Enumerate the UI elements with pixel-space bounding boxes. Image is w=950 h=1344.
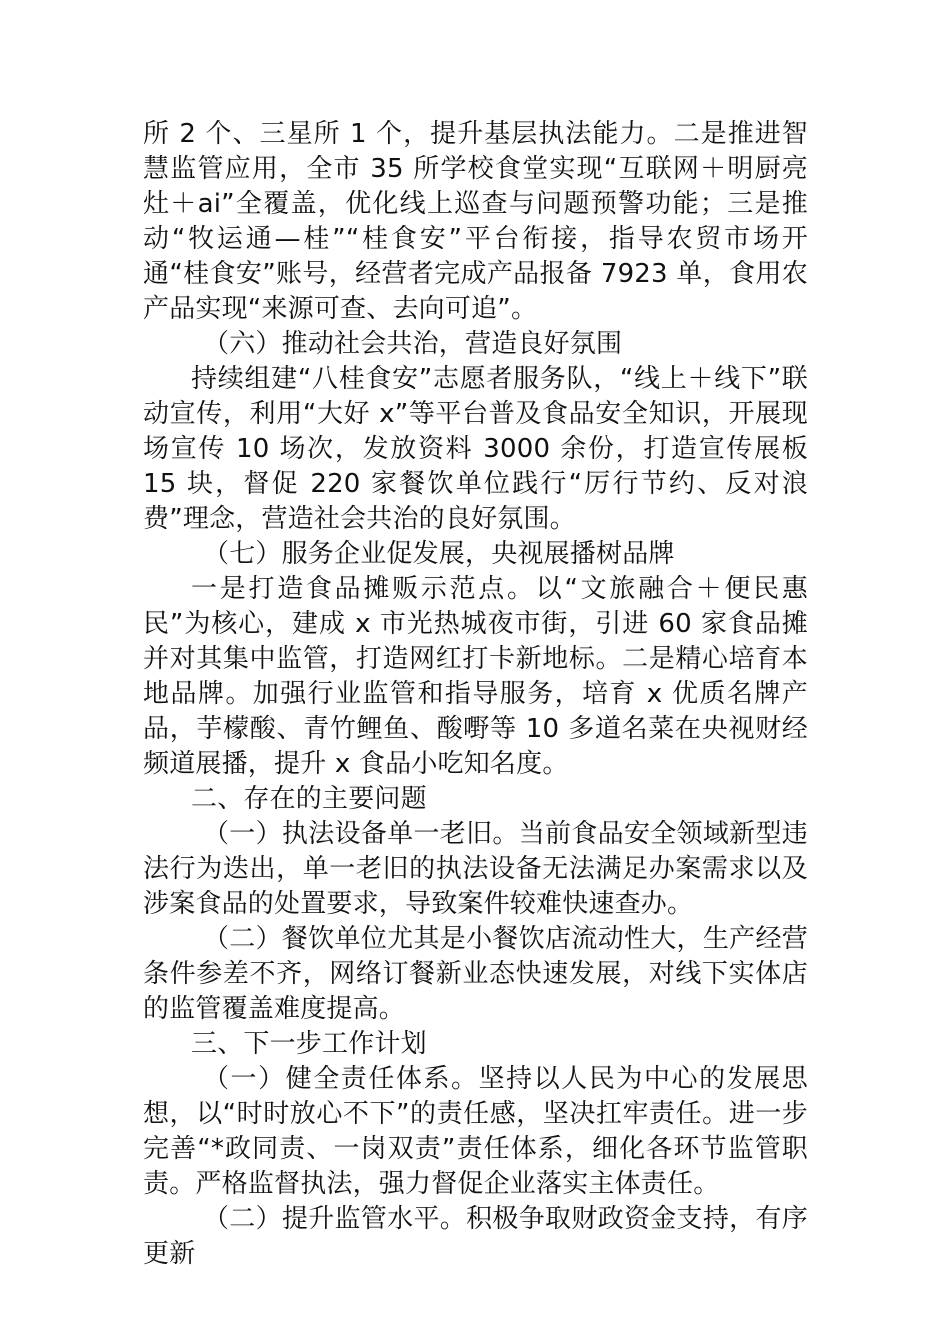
subheading-seven: （七）服务企业促发展，央视展播树品牌: [203, 539, 675, 569]
paragraph-plan-one: （一）健全责任体系。坚持以人民为中心的发展思想，以“时时放心不下”的责任感，坚决扛牢责任。进一步完善“*政同责、一岗双责”责任体系，细化各环节监管职责。严格监督执法，强力督促企业落实主体责任。: [143, 1064, 808, 1199]
section-heading-problems: 二、存在的主要问题: [191, 784, 427, 814]
subheading-six: （六）推动社会共治，营造良好氛围: [203, 329, 623, 359]
section-heading-next-steps: 三、下一步工作计划: [191, 1029, 427, 1059]
paragraph-problem-two: （二）餐饮单位尤其是小餐饮店流动性大，生产经营条件参差不齐，网络订餐新业态快速发展，对线下实体店的监管覆盖难度提高。: [143, 924, 808, 1024]
paragraph-continued-body: 所 2 个、三星所 1 个，提升基层执法能力。二是推进智慧监管应用，全市 35 所学校食堂实现“互联网＋明厨亮灶＋ai”全覆盖，优化线上巡查与问题预警功能；三是推动“牧运通—桂”“桂食安”平台衔接，指导农贸市场开通“桂食安”账号，经营者完成产品报备 7923 单，食用农产品实现“来源可查、去向可追”。: [143, 119, 808, 324]
paragraph-social-governance: 持续组建“八桂食安”志愿者服务队，“线上＋线下”联动宣传，利用“大好 x”等平台普及食品安全知识，开展现场宣传 10 场次，发放资料 3000 余份，打造宣传展板 15 块，督促 220 家餐饮单位践行“厉行节约、反对浪费”理念，营造社会共治的良好氛围。: [143, 364, 808, 534]
document-body: [143, 117, 808, 1272]
paragraph-enterprise-service: 一是打造食品摊贩示范点。以“文旅融合＋便民惠民”为核心，建成 x 市光热城夜市街，引进 60 家食品摊并对其集中监管，打造网红打卡新地标。二是精心培育本地品牌。加强行业监管和指导服务，培育 x 优质名牌产品，芋檬酸、青竹鲤鱼、酸嘢等 10 多道名菜在央视财经频道展播，提升 x 食品小吃知名度。: [143, 574, 808, 779]
paragraph-plan-two: （二）提升监管水平。积极争取财政资金支持，有序更新: [143, 1204, 808, 1269]
paragraph-problem-one: （一）执法设备单一老旧。当前食品安全领域新型违法行为迭出，单一老旧的执法设备无法满足办案需求以及涉案食品的处置要求，导致案件较难快速查办。: [143, 819, 808, 919]
